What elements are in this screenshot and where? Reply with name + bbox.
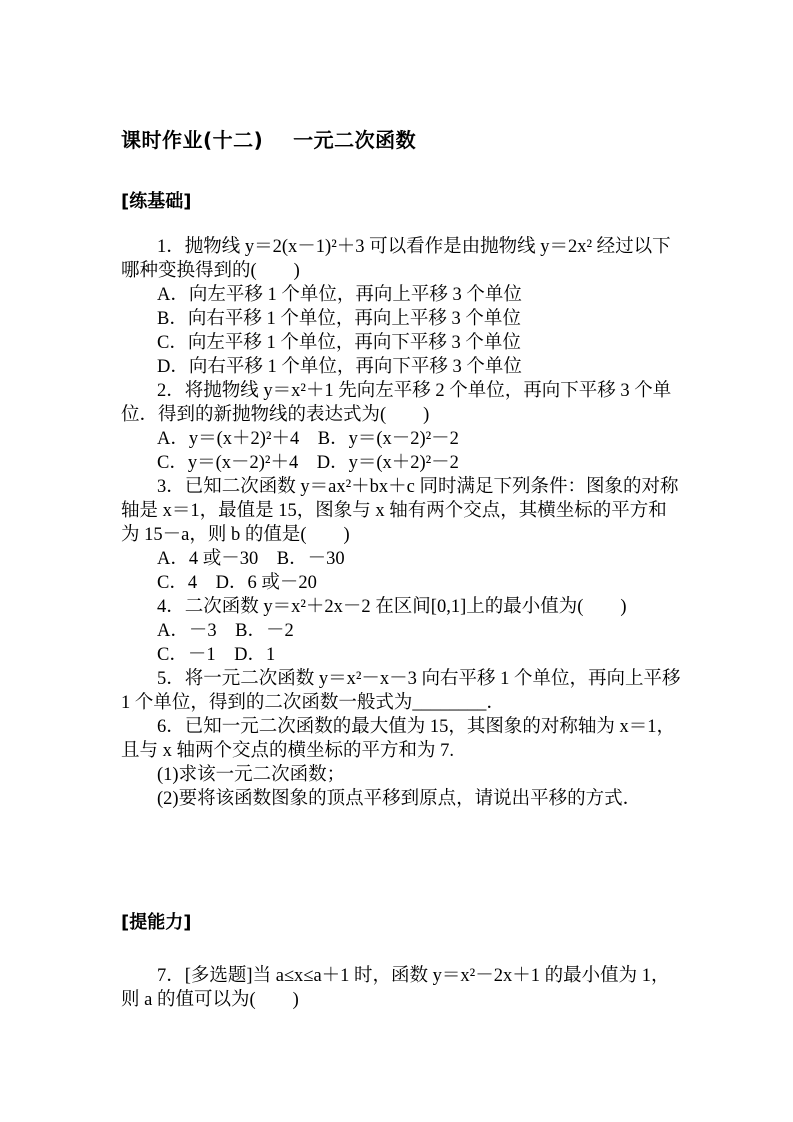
question-3-line-3: 为 15－a，则 b 的值是( ) xyxy=(121,525,350,545)
question-1-option-b: B．向右平移 1 个单位，再向上平移 3 个单位 xyxy=(157,309,521,329)
question-3-line-1: 3．已知二次函数 y＝ax²＋bx＋c 同时满足下列条件：图象的对称 xyxy=(157,477,679,497)
question-3-line-2: 轴是 x＝1，最值是 15，图象与 x 轴有两个交点，其横坐标的平方和 xyxy=(121,501,667,521)
question-2-line-2: 位．得到的新抛物线的表达式为( ) xyxy=(121,405,430,425)
question-5-line-2: 1 个单位，得到的二次函数一般式为________． xyxy=(121,693,505,713)
question-1-option-c: C．向左平移 1 个单位，再向下平移 3 个单位 xyxy=(157,333,521,353)
question-3-options-cd: C．4 D．6 或－20 xyxy=(157,573,317,593)
question-4-options-cd: C．－1 D．1 xyxy=(157,645,276,665)
question-1-option-d: D．向右平移 1 个单位，再向下平移 3 个单位 xyxy=(157,357,522,377)
question-1-option-a: A．向左平移 1 个单位，再向上平移 3 个单位 xyxy=(157,285,522,305)
question-2-options-ab: A．y＝(x＋2)²＋4 B．y＝(x－2)²－2 xyxy=(157,429,459,449)
question-7-line-2: 则 a 的值可以为( ) xyxy=(121,990,299,1010)
question-4-line-1: 4．二次函数 y＝x²＋2x－2 在区间[0,1]上的最小值为( ) xyxy=(157,597,627,617)
section-heading-basic: [练基础] xyxy=(121,191,192,212)
section-heading-advanced: [提能力] xyxy=(121,912,192,933)
question-6-line-2: 且与 x 轴两个交点的横坐标的平方和为 7. xyxy=(121,741,455,761)
question-3-options-ab: A．4 或－30 B．－30 xyxy=(157,549,345,569)
question-1-line-2: 哪种变换得到的( ) xyxy=(121,261,300,281)
page-title: 课时作业(十二) 一元二次函数 xyxy=(121,128,417,152)
question-6-line-1: 6．已知一元二次函数的最大值为 15，其图象的对称轴为 x＝1， xyxy=(157,717,676,737)
question-6-part-1: (1)求该一元二次函数； xyxy=(157,765,346,785)
question-5-line-1: 5．将一元二次函数 y＝x²－x－3 向右平移 1 个单位，再向上平移 xyxy=(157,669,681,689)
question-1-line-1: 1．抛物线 y＝2(x－1)²＋3 可以看作是由抛物线 y＝2x² 经过以下 xyxy=(157,237,671,257)
question-6-part-2: (2)要将该函数图象的顶点平移到原点，请说出平移的方式． xyxy=(157,789,642,809)
question-7-line-1: 7．[多选题]当 a≤x≤a＋1 时，函数 y＝x²－2x＋1 的最小值为 1， xyxy=(157,966,670,986)
question-2-line-1: 2．将抛物线 y＝x²＋1 先向左平移 2 个单位，再向下平移 3 个单 xyxy=(157,381,672,401)
question-4-options-ab: A．－3 B．－2 xyxy=(157,621,294,641)
question-2-options-cd: C．y＝(x－2)²＋4 D．y＝(x＋2)²－2 xyxy=(157,453,459,473)
